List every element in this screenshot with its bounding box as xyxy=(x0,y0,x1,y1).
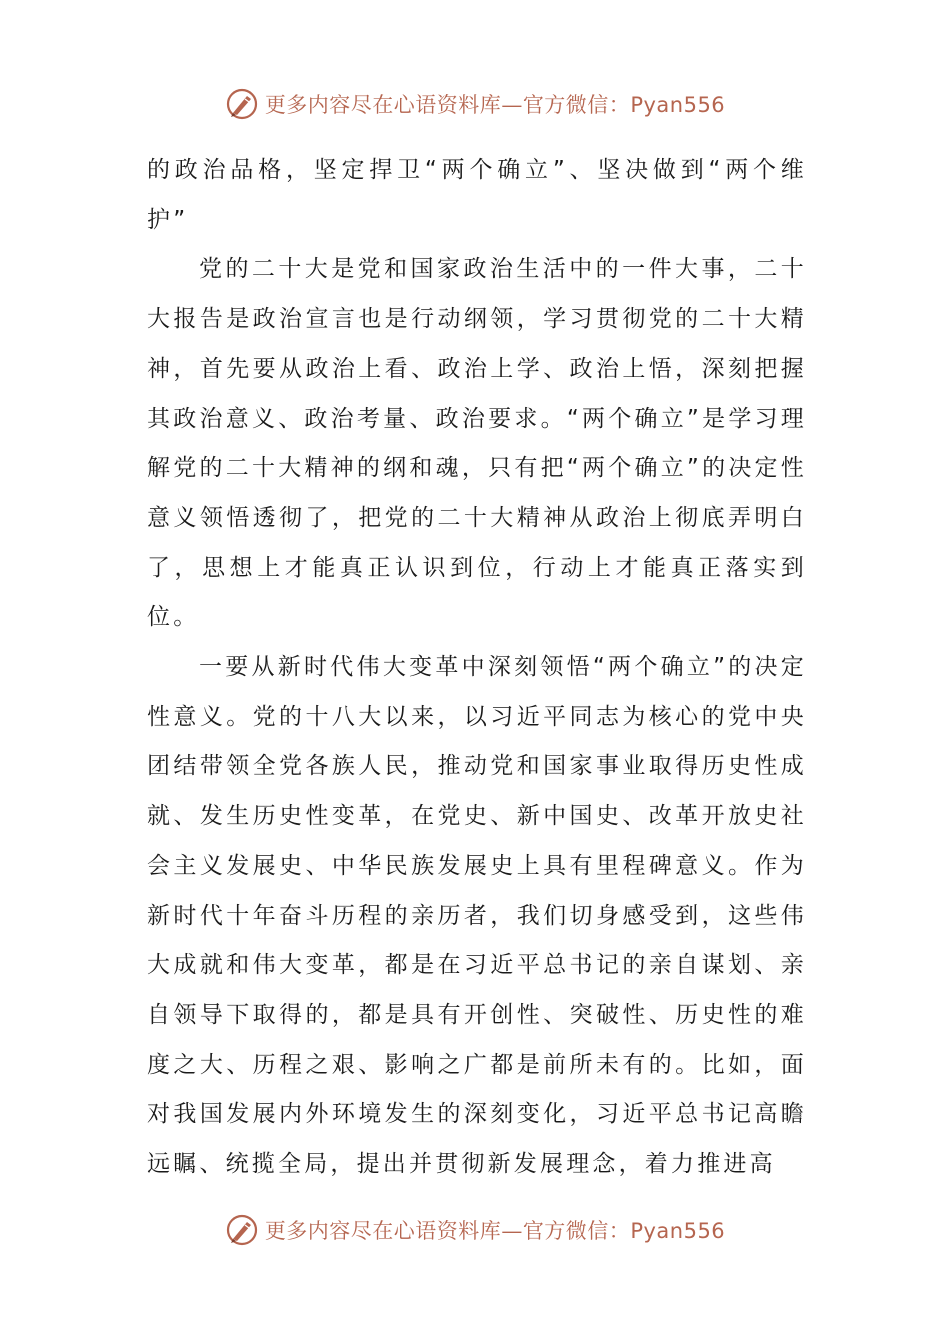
banner-wechat-id: Pyan556 xyxy=(630,1219,726,1243)
paragraph-continuation: 的政治品格，坚定捍卫“两个确立”、坚决做到“两个维护” xyxy=(147,157,807,233)
banner-brand-text: 更多内容尽在心语资料库 xyxy=(264,1219,502,1243)
banner-brand-text: 更多内容尽在心语资料库 xyxy=(264,93,502,117)
banner-separator: — xyxy=(501,1219,523,1243)
document-body xyxy=(147,146,807,1190)
pen-circle-logo-icon xyxy=(225,1213,259,1247)
banner-text xyxy=(265,89,725,119)
header-watermark-banner xyxy=(0,84,950,124)
banner-official-label: 官方微信： xyxy=(522,1219,631,1243)
banner-official-label: 官方微信： xyxy=(522,93,631,117)
banner-separator: — xyxy=(501,93,523,117)
paragraph-intro: 党的二十大是党和国家政治生活中的一件大事，二十大报告是政治宣言也是行动纲领，学习贯彻党的二十大精神，首先要从政治上看、政治上学、政治上悟，深刻把握其政治意义、政治考量、政治要求。“两个确立”是学习理解党的二十大精神的纲和魂，只有把“两个确立”的决定性意义领悟透彻了，把党的二十大精神从政治上彻底弄明白了，思想上才能真正认识到位，行动上才能真正落实到位。 xyxy=(147,256,807,631)
paragraph-point-one: 一要从新时代伟大变革中深刻领悟“两个确立”的决定性意义。党的十八大以来，以习近平同志为核心的党中央团结带领全党各族人民，推动党和国家事业取得历史性成就、发生历史性变革，在党史、新中国史、改革开放史社会主义发展史、中华民族发展史上具有里程碑意义。作为新时代十年奋斗历程的亲历者，我们切身感受到，这些伟大成就和伟大变革，都是在习近平总书记的亲自谋划、亲自领导下取得的，都是具有开创性、突破性、历史性的难度之大、历程之艰、影响之广都是前所未有的。比如，面对我国发展内外环境发生的深刻变化，习近平总书记高瞻远瞩、统揽全局，提出并贯彻新发展理念，着力推进高 xyxy=(147,654,807,1178)
banner-wechat-id: Pyan556 xyxy=(630,93,726,117)
footer-watermark-banner xyxy=(0,1210,950,1250)
banner-text xyxy=(265,1215,725,1245)
pen-circle-logo-icon xyxy=(225,87,259,121)
